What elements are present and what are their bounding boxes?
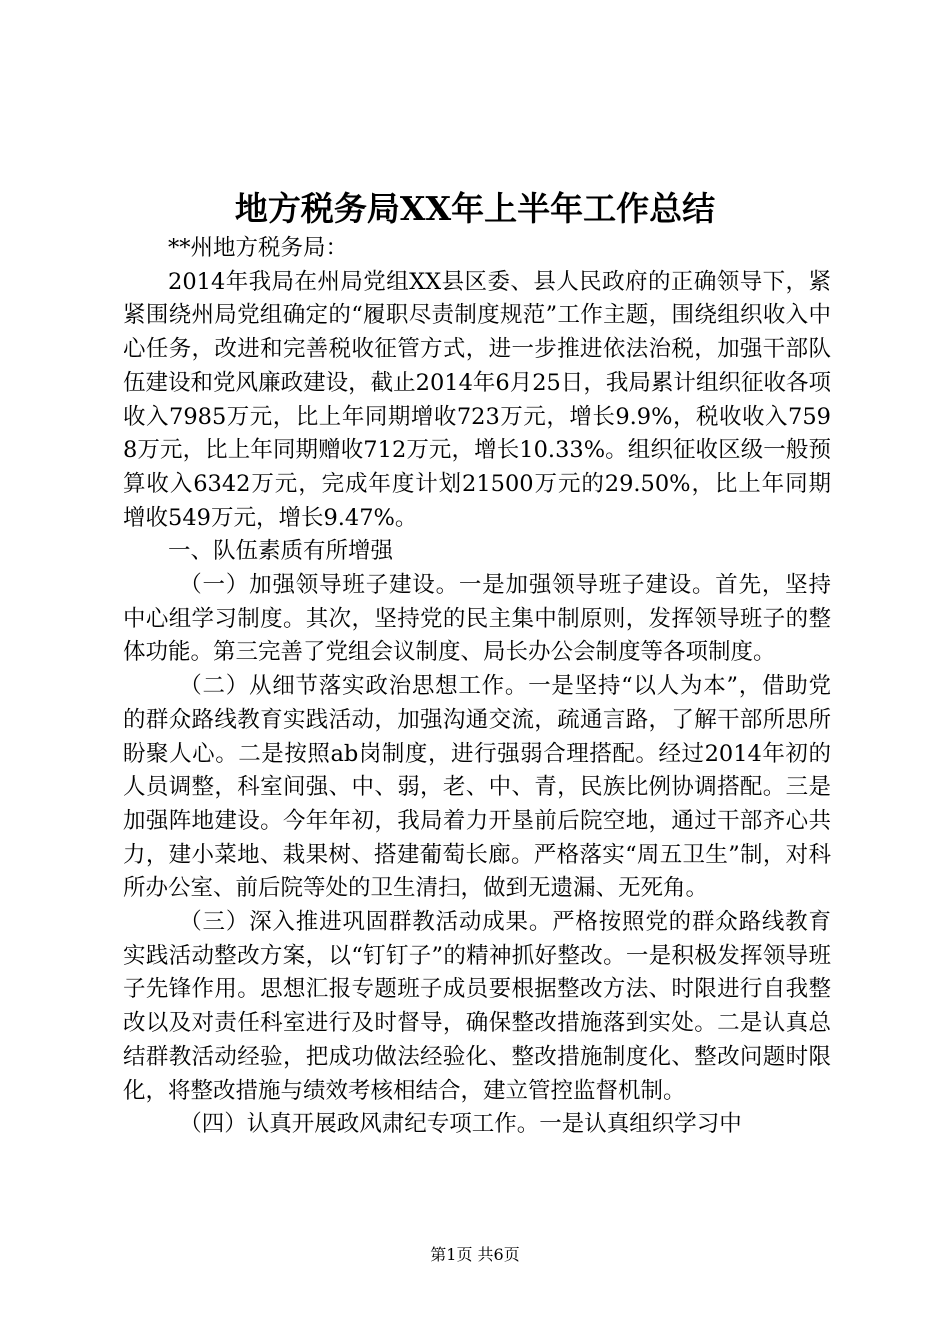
section-heading: 一、队伍素质有所增强 bbox=[168, 538, 394, 565]
paragraph-item-2: （二）从细节落实政治思想工作。一是坚持“以人为本”，借助党的群众路线教育实践活动，加强沟通交流，疏通言路，了解干部所思所盼聚人心。二是按照ab岗制度，进行强弱合理搭配。经过2014年初的人员调整，科室间强、中、弱，老、中、青，民族比例协调搭配。三是加强阵地建设。今年年初，我局着力开垦前后院空地，通过干部齐心共力，建小菜地、栽果树、搭建葡萄长廊。严格落实“周五卫生”制，对科所办公室、前后院等处的卫生清扫，做到无遗漏、无死角。 bbox=[123, 673, 831, 902]
page-footer: 第1页 共6页 bbox=[430, 1245, 520, 1264]
paragraph-item-1: （一）加强领导班子建设。一是加强领导班子建设。首先，坚持中心组学习制度。其次，坚持党的民主集中制原则，发挥领导班子的整体功能。第三完善了党组会议制度、局长办公会制度等各项制度。 bbox=[123, 572, 831, 666]
paragraph-item-3: （三）深入推进巩固群教活动成果。严格按照党的群众路线教育实践活动整改方案，以“钉钉子”的精神抓好整改。一是积极发挥领导班子先锋作用。思想汇报专题班子成员要根据整改方法、时限进行自我整改以及对责任科室进行及时督导，确保整改措施落到实处。二是认真总结群教活动经验，把成功做法经验化、整改措施制度化、整改问题时限化，将整改措施与绩效考核相结合，建立管控监督机制。 bbox=[123, 909, 831, 1104]
paragraph-item-4: （四）认真开展政风肃纪专项工作。一是认真组织学习中 bbox=[179, 1111, 742, 1138]
document-body bbox=[123, 232, 831, 1142]
salutation: **州地方税务局： bbox=[168, 235, 349, 261]
paragraph-summary: 2014年我局在州局党组XX县区委、县人民政府的正确领导下，紧紧围绕州局党组确定的“履职尽责制度规范”工作主题，围绕组织收入中心任务，改进和完善税收征管方式，进一步推进依法治税，加强干部队伍建设和党风廉政建设，截止2014年6月25日，我局累计组织征收各项收入7985万元，比上年同期增收723万元，增长9.9%，税收收入7598万元，比上年同期赠收712万元，增长10.33%。组织征收区级一般预算收入6342万元，完成年度计划21500万元的29.50%，比上年同期增收549万元，增长9.47%。 bbox=[123, 268, 831, 531]
document-title: 地方税务局XX年上半年工作总结 bbox=[234, 189, 716, 228]
